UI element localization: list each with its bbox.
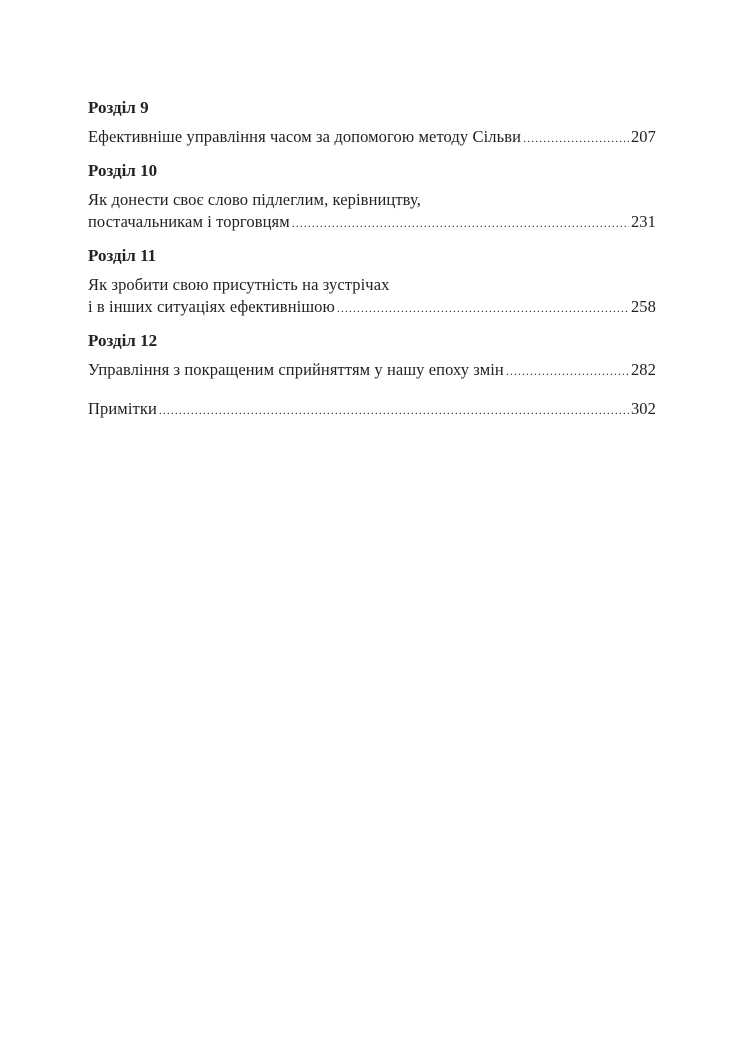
section-title: Розділ 10 [88, 161, 158, 180]
section-title: Розділ 12 [88, 331, 158, 350]
toc-entry-line: Як зробити свою присутність на зустрічах [88, 275, 390, 294]
toc-entry-text: Примітки [88, 399, 157, 418]
toc-section-10 [88, 159, 656, 234]
toc-entry[interactable] [88, 211, 656, 234]
dot-leader [506, 360, 629, 382]
dot-leader [523, 127, 629, 149]
toc-page-number: 302 [630, 399, 656, 418]
toc-entry[interactable] [88, 359, 656, 382]
toc-entry-text: Ефективніше управління часом за допомогою методу Сільви [88, 127, 522, 146]
toc-page-number: 207 [630, 127, 656, 146]
toc-page-number: 258 [630, 297, 656, 316]
toc-section-12 [88, 329, 656, 382]
dot-leader [337, 297, 629, 319]
table-of-contents [88, 96, 656, 431]
toc-entry-text: Управління з покращеним сприйняттям у нашу епоху змін [88, 360, 504, 379]
toc-entry-text: і в інших ситуаціях ефективнішою [88, 297, 335, 316]
dot-leader [292, 212, 629, 234]
section-title: Розділ 11 [88, 246, 157, 265]
toc-entry-line: Як донести своє слово підлеглим, керівництву, [88, 190, 421, 209]
toc-section-11 [88, 244, 656, 319]
toc-section-9 [88, 96, 656, 149]
toc-entry-text: постачальникам і торговцям [88, 212, 290, 231]
toc-entry[interactable] [88, 296, 656, 319]
dot-leader [159, 399, 629, 421]
toc-page-number: 231 [630, 212, 656, 231]
toc-section-notes [88, 398, 656, 421]
toc-page-number: 282 [630, 360, 656, 379]
toc-entry[interactable] [88, 126, 656, 149]
toc-entry[interactable] [88, 398, 656, 421]
section-title: Розділ 9 [88, 98, 149, 117]
